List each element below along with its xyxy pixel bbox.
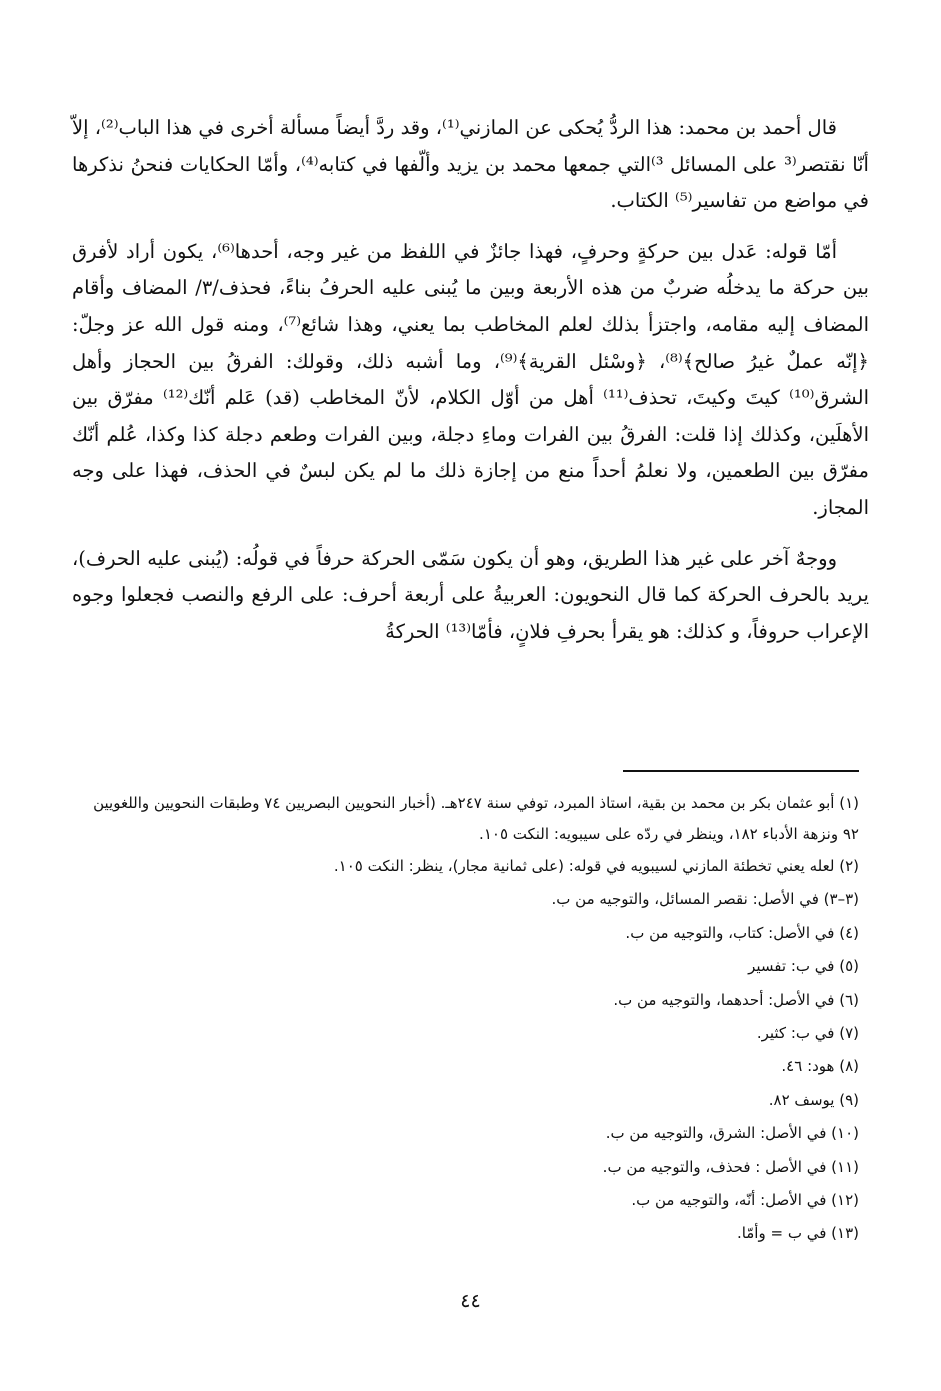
paragraph-3: ووجهٌ آخر على غير هذا الطريق، وهو أن يكون سَمّى الحركة حرفاً في قولُه: (يُبنى عليه الحرف)، يريد بالحرف الحركة كما قال النحويون: العربيةُ على أربعة أحرف: على الرفع والنصب فجعلوا وجوه الإعراب حروفاً، و كذلك: هو يقرأ بحرفِ فلانٍ، فأمّا⁽¹³⁾ الحركةُ bbox=[72, 546, 869, 643]
footnote-11: (١١) في الأصل : فحذف، والتوجيه من ب. bbox=[602, 1157, 859, 1176]
footnote-6: (٦) في الأصل: أحدهما، والتوجيه من ب. bbox=[613, 990, 859, 1009]
footnote-10: (١٠) في الأصل: الشرق، والتوجيه من ب. bbox=[605, 1124, 859, 1143]
footnote-12: (١٢) في الأصل: أنّه، والتوجيه من ب. bbox=[631, 1191, 859, 1210]
page-number: ٤٤ bbox=[460, 1290, 481, 1312]
footnote-divider bbox=[623, 770, 859, 772]
footnote-9: (٩) يوسف ٨٢. bbox=[768, 1090, 859, 1109]
footnotes bbox=[78, 788, 859, 1251]
paragraph-1: قال أحمد بن محمد: هذا الردُّ يُحكى عن المازني⁽¹⁾، وقد ردَّ أيضاً مسألة أخرى في هذا الباب⁽²⁾، إلاّ أنّا نقتصر⁽³ على المسائل ³⁾التي جمعها محمد بن يزيد وألّفها في كتابه⁽⁴⁾، وأمّا الحكايات فنحنُ نذكرها في مواضع من تفاسير⁽⁵⁾ الكتاب. bbox=[72, 116, 869, 213]
footnote-7: (٧) في ب: كثير. bbox=[756, 1024, 859, 1043]
footnote-3: (٣–٣) في الأصل: نقصر المسائل، والتوجيه من ب. bbox=[551, 890, 859, 909]
main-text-body bbox=[72, 110, 869, 650]
footnote-2: (٢) لعله يعني تخطئة المازني لسيبويه في قوله: (على ثمانية مجار)، ينظر: النكت ١٠٥. bbox=[333, 857, 859, 875]
paragraph-2: أمّا قوله: عَدل بين حركةٍ وحرفٍ، فهذا جائزٌ في اللفظ من غير وجه، أحدها⁽⁶⁾، يكون أراد لأفرق بين حركة ما يدخلُه ضربٌ من هذه الأربعة وبين ما يُبنى عليه الحرفُ بناءً، فحذف/٣/ المضاف وأقام المضاف إليه مقامه، واجتزأ بذلك لعلم المخاطب بما يعني، وهذا شائع⁽⁷⁾، ومنه قول الله عز وجلّ: ﴿إنّه عملٌ غيرُ صالح﴾⁽⁸⁾، ﴿وسْئل القرية﴾⁽⁹⁾، وما أشبه ذلك، وقولك: الفرقُ بين الحجاز وأهل الشرق⁽¹⁰⁾ كيتَ وكيتَ، تحذف⁽¹¹⁾ أهل من أوّل الكلام، لأنّ المخاطب (قد) عَلم أنّك⁽¹²⁾ مفرّق بين الأهلَين، وكذلك إذا قلت: الفرقُ بين الفرات وماءِ دجلة، وبين الفرات وطعم دجلة كذا وكذا، عُلم أنّك مفرّق بين الطعمين، ولا نعلمُ أحداً منع من إجازة ذلك ما لم يكن لبسٌ في الحذف، فهذا على وجه المجاز. bbox=[72, 239, 870, 519]
footnote-1: (١) أبو عثمان بكر بن محمد بن بقية، استاذ المبرد، توفي سنة ٢٤٧هـ. (أخبار النحويين البصريين ٧٤ وطبقات النحويين واللغويين ٩٢ ونزهة الأدباء ١٨٢، وينظر في ردّه على سيبويه: النكت ١٠٥. bbox=[93, 794, 859, 843]
footnote-4: (٤) في الأصل: كتاب، والتوجيه من ب. bbox=[625, 923, 859, 942]
footnote-13: (١٣) في ب = وأمّا. bbox=[736, 1224, 859, 1243]
footnote-8: (٨) هود: ٤٦. bbox=[781, 1057, 859, 1076]
footnote-5: (٥) في ب: تفسير bbox=[748, 957, 859, 976]
